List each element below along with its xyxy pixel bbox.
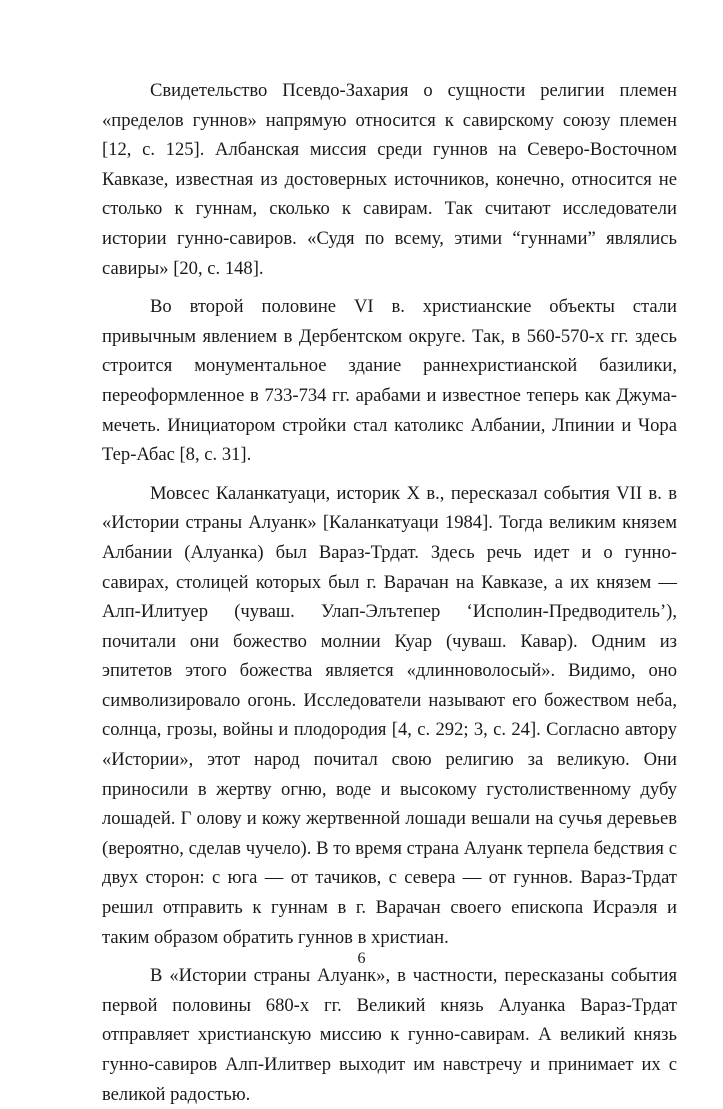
paragraph: Мовсес Каланкатуаци, историк X в., пересказал события VII в. в «Истории страны Алуанк» [Каланкатуаци 1984]. Тогда великим князем Албании (Алуанка) был Вараз-Трдат. Здесь речь идет и о гунно-савирах, столицей которых был г. Варачан на Кавказе, а их князем — Алп-Илитуер (чуваш. Улап-Элътепер ‘Исполин-Предводитель’), почитали они божество молнии Куар (чуваш. Кавар). Одним из эпитетов этого божества является «длинноволосый». Видимо, оно символизировало огонь. Исследователи называют его божеством неба, солнца, грозы, войны и плодородия [4, с. 292; 3, с. 24]. Согласно автору «Истории», этот народ почитал свою религию за великую. Они приносили в жертву огню, воде и высокому густолиственному дубу лошадей. Г олову и кожу жертвенной лошади вешали на сучья деревьев (вероятно, сделав чучело). В то время страна Алуанк терпела бедствия с двух сторон: с юга — от тачиков, с севера — от гуннов. Вараз-Трдат решил отправить к гуннам в г. Варачан своего епископа Исраэля и таким образом обратить гуннов в христиан. — [102, 482, 677, 948]
paragraph: В «Истории страны Алуанк», в частности, пересказаны события первой половины 680-х гг. Великий князь Алуанка Вараз-Трдат отправляет христианскую миссию к гунно-савирам. А великий князь гунно-савиров Алп-Илитвер выходит им навстречу и принимает их с великой радостью. — [102, 965, 677, 1105]
paragraph: Свидетельство Псевдо-Захария о сущности религии племен «пределов гуннов» напрямую относится к савирскому союзу племен [12, с. 125]. Албанская миссия среди гуннов на Северо-Восточном Кавказе, известная из достоверных источников, конечно, относится не столько к гуннам, сколько к савирам. Так считают исследователи истории гунно-савиров. «Судя по всему, этими “гуннами” являлись савиры» [20, с. 148]. — [102, 80, 677, 279]
paragraph: Во второй половине VI в. христианские объекты стали привычным явлением в Дербентском округе. Так, в 560-570-х гг. здесь строится монументальное здание раннехристианской базилики, переоформленное в 733-734 гг. арабами и известное теперь как Джума-мечеть. Инициатором стройки стал католикс Албании, Лпинии и Чора Тер-Абас [8, с. 31]. — [102, 296, 677, 466]
page-number: 6 — [357, 950, 366, 967]
